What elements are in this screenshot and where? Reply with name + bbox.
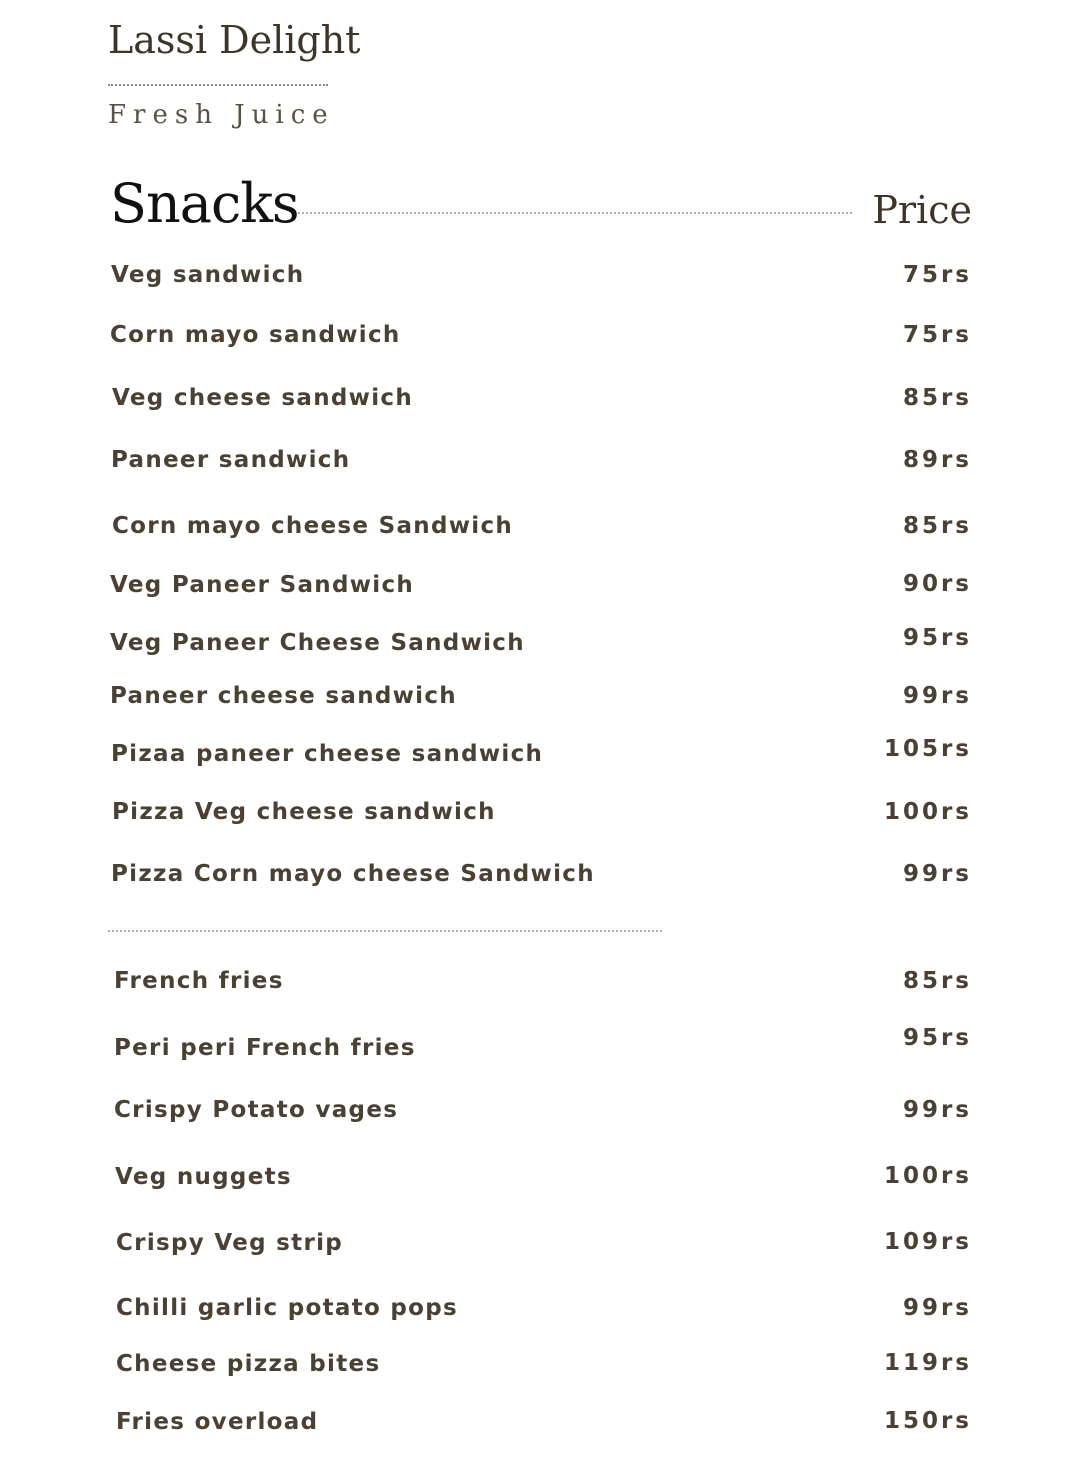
menu-item-price: 85rs (902, 385, 972, 411)
menu-item-name: Veg Paneer Cheese Sandwich (110, 630, 525, 656)
menu-item-price: 119rs (883, 1350, 972, 1376)
menu-item-name: French fries (114, 968, 284, 994)
brand-subtitle: Fresh Juice (108, 100, 335, 130)
menu-item-name: Pizza Veg cheese sandwich (112, 799, 496, 825)
brand-divider (108, 84, 328, 86)
menu-item-price: 105rs (883, 736, 972, 762)
menu-item-name: Cheese pizza bites (116, 1351, 381, 1377)
menu-item-price: 75rs (902, 262, 972, 288)
menu-item-price: 109rs (883, 1229, 972, 1255)
menu-item-price: 150rs (883, 1408, 972, 1434)
menu-item-name: Veg sandwich (111, 262, 305, 288)
menu-item-name: Crispy Veg strip (116, 1230, 344, 1256)
group-divider (108, 930, 662, 932)
menu-item-name: Paneer sandwich (111, 447, 351, 473)
menu-item-price: 99rs (902, 1097, 972, 1123)
menu-item-name: Fries overload (116, 1409, 319, 1435)
menu-item-price: 85rs (902, 968, 972, 994)
menu-item-name: Paneer cheese sandwich (110, 683, 457, 709)
menu-item-name: Peri peri French fries (114, 1035, 416, 1061)
menu-item-price: 99rs (902, 1295, 972, 1321)
section-title: Snacks (110, 172, 299, 235)
brand-title: Lassi Delight (108, 18, 361, 62)
menu-item-name: Veg nuggets (115, 1164, 292, 1190)
menu-item-price: 90rs (902, 571, 972, 597)
menu-item-price: 99rs (902, 683, 972, 709)
menu-item-price: 85rs (902, 513, 972, 539)
section-divider (298, 212, 852, 214)
menu-item-price: 99rs (902, 861, 972, 887)
menu-item-price: 100rs (883, 1163, 972, 1189)
menu-item-name: Veg cheese sandwich (112, 385, 414, 411)
menu-item-price: 95rs (902, 625, 972, 651)
menu-item-name: Veg Paneer Sandwich (110, 572, 415, 598)
menu-item-name: Chilli garlic potato pops (116, 1295, 459, 1321)
menu-item-price: 95rs (902, 1025, 972, 1051)
menu-item-name: Pizza Corn mayo cheese Sandwich (111, 861, 595, 887)
price-header: Price (872, 188, 972, 232)
menu-item-price: 100rs (883, 799, 972, 825)
menu-item-name: Corn mayo cheese Sandwich (112, 513, 514, 539)
menu-item-price: 89rs (902, 447, 972, 473)
menu-item-name: Pizaa paneer cheese sandwich (111, 741, 544, 767)
menu-item-name: Corn mayo sandwich (110, 322, 401, 348)
menu-item-price: 75rs (902, 322, 972, 348)
menu-item-name: Crispy Potato vages (114, 1097, 399, 1123)
